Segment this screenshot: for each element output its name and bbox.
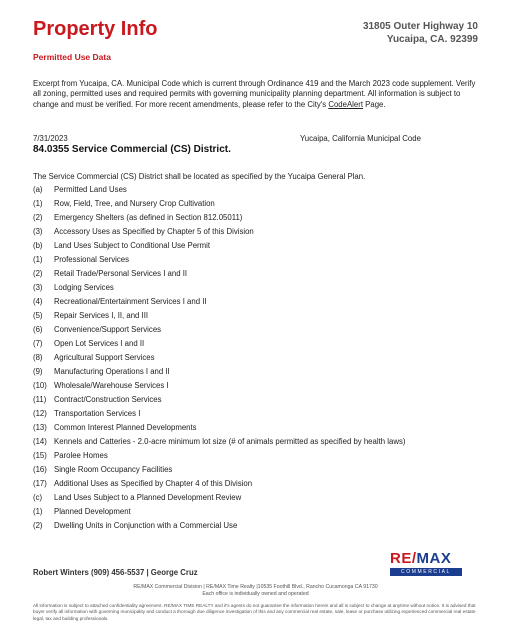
agent-contacts: Robert Winters (909) 456-5537 | George Cruz bbox=[33, 568, 198, 577]
office-line-1: RE/MAX Commercial Division | RE/MAX Time Realty |10535 Foothill Blvd., Rancho Cucamonga CA 91730 bbox=[133, 584, 378, 590]
list-item-text: Agricultural Support Services bbox=[54, 353, 155, 362]
list-item-text: Contract/Construction Services bbox=[54, 395, 162, 404]
list-item bbox=[33, 479, 493, 493]
list-item bbox=[33, 241, 493, 255]
list-item bbox=[33, 381, 493, 395]
property-address bbox=[363, 20, 478, 46]
list-item-text: Single Room Occupancy Facilities bbox=[54, 465, 173, 474]
remax-logo bbox=[390, 551, 462, 577]
list-item-number: (7) bbox=[33, 339, 43, 348]
list-item-text: Convenience/Support Services bbox=[54, 325, 162, 334]
remax-wordmark: RE/MAX bbox=[390, 550, 452, 567]
list-item-text: Permitted Land Uses bbox=[54, 185, 127, 194]
list-item bbox=[33, 507, 493, 521]
list-item-number: (1) bbox=[33, 507, 43, 516]
list-item-text: Transportation Services I bbox=[54, 409, 141, 418]
page-subtitle: Permitted Use Data bbox=[33, 52, 111, 62]
list-item bbox=[33, 423, 493, 437]
list-item-number: (17) bbox=[33, 479, 47, 488]
excerpt-suffix: Page. bbox=[363, 99, 386, 109]
land-use-list bbox=[33, 185, 493, 535]
list-item-text: Additional Uses as Specified by Chapter 4 of this Division bbox=[54, 479, 253, 488]
section-title: 84.0355 Service Commercial (CS) District. bbox=[33, 144, 231, 155]
list-item bbox=[33, 227, 493, 241]
list-item bbox=[33, 437, 493, 451]
list-item bbox=[33, 409, 493, 423]
list-item-text: Repair Services I, II, and III bbox=[54, 311, 149, 320]
list-item-text: Manufacturing Operations I and II bbox=[54, 367, 170, 376]
list-item-number: (1) bbox=[33, 199, 43, 208]
list-item-text: Common Interest Planned Developments bbox=[54, 423, 197, 432]
excerpt-text: Excerpt from Yucaipa, CA. Municipal Code which is current through Ordinance 419 and the March 2023 code supplement. Verify all zoning, permitted uses and required permits with governing municipality planning department. All information is subject to change and must be verified. For more recent amendments, please refer to the City's bbox=[33, 79, 476, 109]
list-item-number: (4) bbox=[33, 297, 43, 306]
list-item-number: (6) bbox=[33, 325, 43, 334]
list-item-text: Lodging Services bbox=[54, 283, 114, 292]
list-item-number: (14) bbox=[33, 437, 47, 446]
list-item-text: Land Uses Subject to a Planned Development Review bbox=[54, 493, 242, 502]
list-item-number: (2) bbox=[33, 213, 43, 222]
list-item-number: (10) bbox=[33, 381, 47, 390]
list-item bbox=[33, 199, 493, 213]
list-item-text: Open Lot Services I and II bbox=[54, 339, 145, 348]
list-item bbox=[33, 311, 493, 325]
list-item-text: Wholesale/Warehouse Services I bbox=[54, 381, 169, 390]
address-line-2: Yucaipa, CA. 92399 bbox=[386, 34, 478, 45]
list-item-text: Recreational/Entertainment Services I and II bbox=[54, 297, 207, 306]
list-item-number: (5) bbox=[33, 311, 43, 320]
list-item-number: (8) bbox=[33, 353, 43, 362]
list-item-text: Parolee Homes bbox=[54, 451, 108, 460]
list-item-text: Land Uses Subject to Conditional Use Permit bbox=[54, 241, 211, 250]
list-item-number: (3) bbox=[33, 283, 43, 292]
list-item-text: Kennels and Catteries - 2.0-acre minimum lot size (# of animals permitted as specified by health laws) bbox=[54, 437, 406, 446]
code-source: Yucaipa, California Municipal Code bbox=[300, 134, 421, 143]
list-item bbox=[33, 185, 493, 199]
list-item bbox=[33, 325, 493, 339]
address-line-1: 31805 Outer Highway 10 bbox=[362, 21, 478, 32]
list-item bbox=[33, 269, 493, 283]
list-item bbox=[33, 465, 493, 479]
office-line-2: Each office is individually owned and operated bbox=[202, 591, 309, 597]
list-item bbox=[33, 521, 493, 535]
list-item bbox=[33, 297, 493, 311]
list-item bbox=[33, 255, 493, 269]
list-item-text: Planned Development bbox=[54, 507, 131, 516]
code-date: 7/31/2023 bbox=[33, 134, 68, 143]
excerpt-paragraph bbox=[33, 79, 478, 110]
list-item-text: Row, Field, Tree, and Nursery Crop Cultivation bbox=[54, 199, 215, 208]
list-item-text: Dwelling Units in Conjunction with a Commercial Use bbox=[54, 521, 238, 530]
list-item-number: (b) bbox=[33, 241, 43, 250]
list-item-text: Emergency Shelters (as defined in Section 812.05011) bbox=[54, 213, 243, 222]
list-item bbox=[33, 353, 493, 367]
list-item-number: (c) bbox=[33, 493, 43, 502]
list-item bbox=[33, 339, 493, 353]
list-item-number: (13) bbox=[33, 423, 47, 432]
list-item-number: (a) bbox=[33, 185, 43, 194]
list-item-text: Retail Trade/Personal Services I and II bbox=[54, 269, 188, 278]
list-item bbox=[33, 451, 493, 465]
list-item-number: (3) bbox=[33, 227, 43, 236]
list-item-number: (1) bbox=[33, 255, 43, 264]
list-item-text: Professional Services bbox=[54, 255, 129, 264]
list-item-number: (16) bbox=[33, 465, 47, 474]
list-item bbox=[33, 395, 493, 409]
codealert-link[interactable]: CodeAlert bbox=[328, 99, 363, 109]
list-item bbox=[33, 213, 493, 227]
section-intro: The Service Commercial (CS) District shall be located as specified by the Yucaipa General Plan. bbox=[33, 172, 366, 181]
office-info bbox=[0, 584, 511, 598]
list-item-text: Accessory Uses as Specified by Chapter 5 of this Division bbox=[54, 227, 254, 236]
list-item bbox=[33, 493, 493, 507]
list-item-number: (12) bbox=[33, 409, 47, 418]
list-item-number: (2) bbox=[33, 521, 43, 530]
page-title: Property Info bbox=[33, 18, 158, 40]
list-item-number: (2) bbox=[33, 269, 43, 278]
list-item-number: (11) bbox=[33, 395, 47, 404]
list-item bbox=[33, 283, 493, 297]
list-item-number: (9) bbox=[33, 367, 43, 376]
remax-commercial-bar: COMMERCIAL bbox=[390, 568, 462, 576]
list-item-number: (15) bbox=[33, 451, 47, 460]
disclaimer: All information is subject to attached confidentiality agreement. RE/MAX TIME REALTY and it's agents do not guarantee the information herein and all is subject to change at anytime without notice. It is advised that buyer verify all information with governing municipality and conduct a thorough due diligence investigation of this and any commercial real estate, sale, lease or purchase utilizing experienced commercial real estate legal, tax and building professionals. bbox=[33, 603, 476, 621]
list-item bbox=[33, 367, 493, 381]
